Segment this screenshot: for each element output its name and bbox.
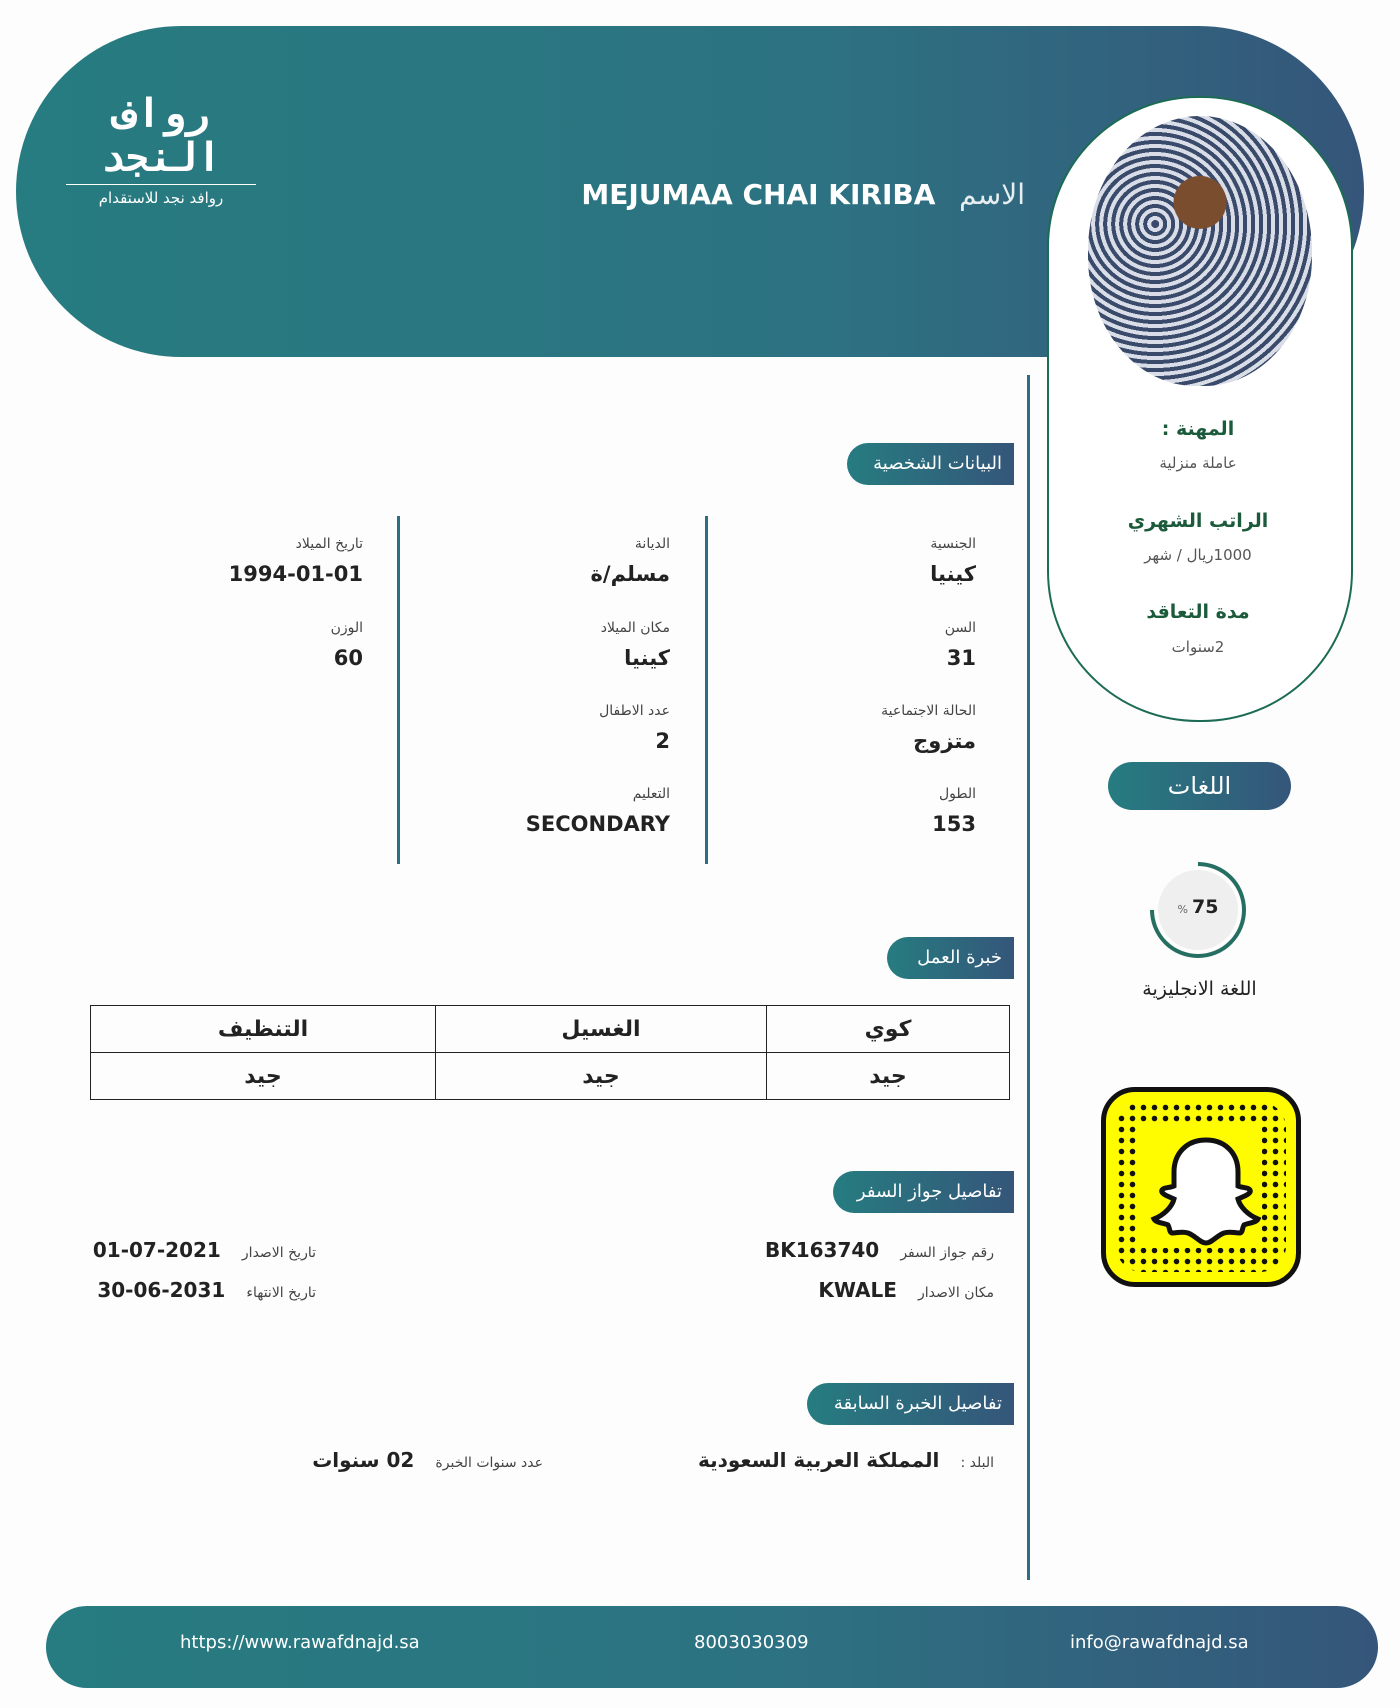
languages-title: اللغات <box>1108 762 1291 810</box>
section-previous: تفاصيل الخبرة السابقة <box>807 1383 1014 1425</box>
dob-label: تاريخ الميلاد <box>295 536 363 552</box>
website-link[interactable]: https://www.rawafdnajd.sa <box>180 1632 420 1653</box>
section-personal: البيانات الشخصية <box>847 443 1014 485</box>
timeline-line <box>1027 375 1030 1580</box>
column-divider <box>705 516 708 864</box>
snapcode-qr[interactable] <box>1101 1087 1301 1287</box>
profession-value: عاملة منزلية <box>1159 454 1237 472</box>
education-label: التعليم <box>632 786 670 802</box>
company-logo <box>66 92 256 207</box>
birthplace-label: مكان الميلاد <box>600 620 670 636</box>
table-cell: جيد <box>91 1053 436 1100</box>
expiry-date-value: 2031-06-30 <box>97 1278 226 1302</box>
issue-date-value: 2021-07-01 <box>92 1238 221 1262</box>
column-divider <box>397 516 400 864</box>
previous-years-value: 02 سنوات <box>312 1448 415 1472</box>
snapchat-ghost-icon <box>1150 1132 1262 1250</box>
table-header-cell: الغسيل <box>436 1006 767 1053</box>
candidate-photo <box>1088 116 1312 386</box>
previous-country-label: البلد : <box>960 1455 994 1471</box>
name-row <box>581 178 1025 211</box>
weight-label: الوزن <box>330 620 363 636</box>
passport-number-label: رقم جواز السفر <box>900 1245 994 1261</box>
logo-subtitle: روافد نجد للاستقدام <box>98 189 224 207</box>
previous-country-row <box>698 1448 994 1472</box>
table-header-row <box>91 1006 1010 1053</box>
issue-date-label: تاريخ الاصدار <box>241 1245 316 1261</box>
section-work: خبرة العمل <box>887 937 1014 979</box>
previous-years-row <box>312 1448 543 1472</box>
expiry-date-row <box>97 1278 316 1302</box>
table-header-cell: كوي <box>767 1006 1010 1053</box>
weight-value: 60 <box>333 646 363 670</box>
work-skills-table <box>90 1005 1010 1100</box>
marital-label: الحالة الاجتماعية <box>881 703 976 719</box>
table-header-cell: التنظيف <box>91 1006 436 1053</box>
email-link[interactable]: info@rawafdnajd.sa <box>1070 1632 1249 1653</box>
salary-value: 1000ريال / شهر <box>1144 546 1252 564</box>
english-percent <box>1148 896 1248 918</box>
profession-label: المهنة : <box>1161 418 1235 440</box>
passport-number-row <box>765 1238 994 1262</box>
nationality-value: كينيا <box>930 562 976 586</box>
age-value: 31 <box>946 646 976 670</box>
passport-place-label: مكان الاصدار <box>918 1285 994 1301</box>
percent-value: 75 <box>1192 896 1219 918</box>
passport-number-value: BK163740 <box>764 1238 880 1262</box>
nationality-label: الجنسية <box>930 536 976 552</box>
education-value: SECONDARY <box>525 812 670 836</box>
english-language-label: اللغة الانجليزية <box>1142 978 1257 1000</box>
children-value: 2 <box>655 729 670 753</box>
age-label: السن <box>944 620 976 636</box>
table-cell: جيد <box>767 1053 1010 1100</box>
contract-label: مدة التعاقد <box>1146 601 1250 623</box>
percent-sign: % <box>1177 903 1188 916</box>
birthplace-value: كينيا <box>624 646 670 670</box>
contract-value: 2سنوات <box>1171 638 1225 656</box>
passport-place-value: KWALE <box>818 1278 897 1302</box>
previous-years-label: عدد سنوات الخبرة <box>435 1455 543 1471</box>
marital-value: متزوج <box>913 729 976 753</box>
name-value: MEJUMAA CHAI KIRIBA <box>581 178 936 211</box>
name-label: الاسم <box>959 178 1025 211</box>
salary-label: الراتب الشهري <box>1127 510 1269 532</box>
logo-mark: رواف النجد <box>66 92 256 185</box>
section-passport: تفاصيل جواز السفر <box>833 1171 1014 1213</box>
table-cell: جيد <box>436 1053 767 1100</box>
expiry-date-label: تاريخ الانتهاء <box>246 1285 316 1301</box>
issue-date-row <box>93 1238 316 1262</box>
height-label: الطول <box>938 786 976 802</box>
table-row <box>91 1053 1010 1100</box>
dob-value: 1994-01-01 <box>228 562 363 586</box>
previous-country-value: المملكة العربية السعودية <box>697 1448 940 1472</box>
children-label: عدد الاطفال <box>599 703 670 719</box>
religion-label: الديانة <box>634 536 670 552</box>
passport-place-row <box>818 1278 994 1302</box>
height-value: 153 <box>932 812 976 836</box>
phone-number[interactable]: 8003030309 <box>694 1632 809 1653</box>
religion-value: مسلم/ة <box>590 562 670 586</box>
